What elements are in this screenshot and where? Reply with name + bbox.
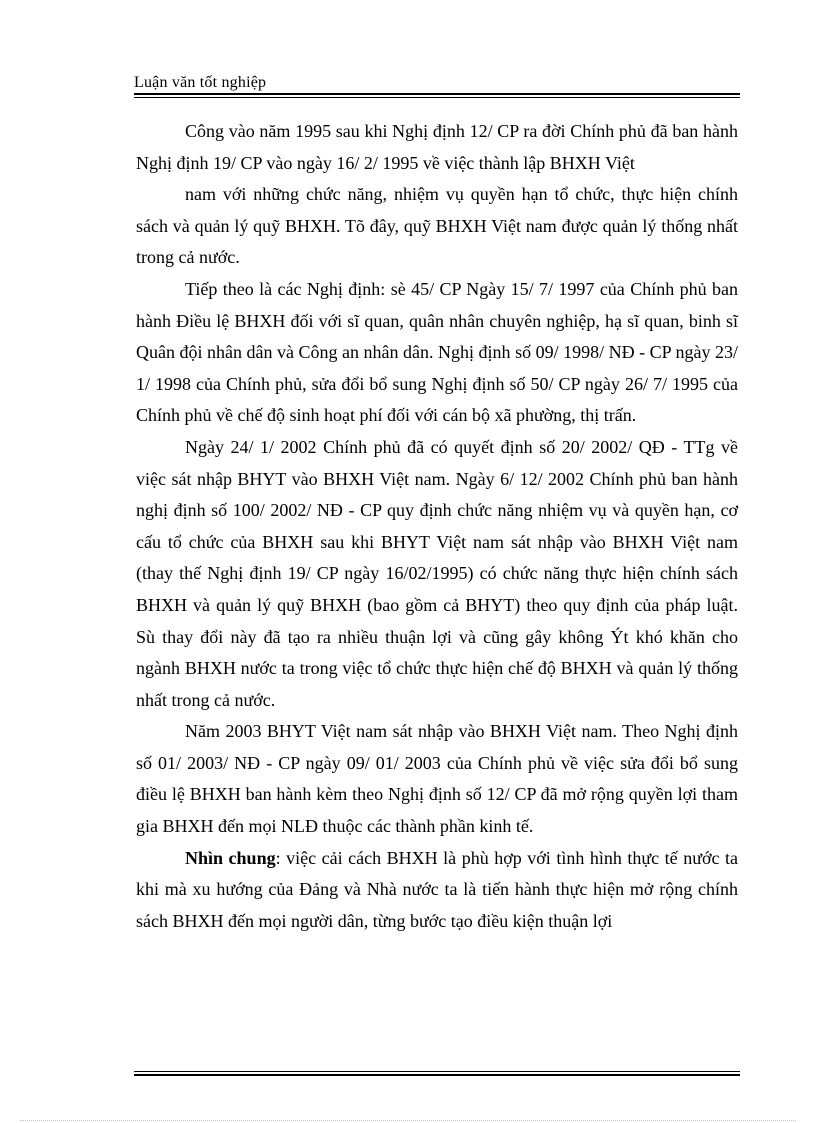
paragraph-1b: nam với những chức năng, nhiệm vụ quyền hạn tổ chức, thực hiện chính sách và quản lý quỹ BHXH. Tõ đây, quỹ BHXH Việt nam được quản lý thống nhất trong cả nước. [136, 184, 738, 268]
page-edge-dots [20, 1120, 796, 1121]
paragraph-2: Tiếp theo là các Nghị định: sè 45/ CP Ngày 15/ 7/ 1997 của Chính phủ ban hành Điều lệ BHXH đối với sĩ quan, quân nhân chuyên nghiệp, hạ sĩ quan, binh sĩ Quân đội nhân dân và Công an nhân dân. Nghị định số 09/ 1998/ NĐ - CP ngày 23/ 1/ 1998 của Chính phủ, sửa đổi bổ sung Nghị định số 50/ CP ngày 26/ 7/ 1995 của Chính phủ về chế độ sinh hoạt phí đối với cán bộ xã phường, thị trấn. [136, 278, 738, 426]
paragraph-4: Năm 2003 BHYT Việt nam sát nhập vào BHXH Việt nam. Theo Nghị định số 01/ 2003/ NĐ - CP ngày 09/ 01/ 2003 của Chính phủ về việc sửa đổi bổ sung điều lệ BHXH ban hành kèm theo Nghị định số 12/ CP đã mở rộng quyền lợi tham gia BHXH đến mọi NLĐ thuộc các thành phần kinh tế. [136, 721, 738, 837]
paragraph-3: Ngày 24/ 1/ 2002 Chính phủ đã có quyết định số 20/ 2002/ QĐ - TTg về việc sát nhập BHYT vào BHXH Việt nam. Ngày 6/ 12/ 2002 Chính phủ ban hành nghị định số 100/ 2002/ NĐ - CP quy định chức năng nhiệm vụ và quyền hạn, cơ cấu tổ chức của BHXH sau khi BHYT Việt nam sát nhập vào BHXH Việt nam (thay thế Nghị định 19/ CP ngày 16/02/1995) có chức năng thực hiện chính sách BHXH và quản lý quỹ BHXH (bao gồm cả BHYT) theo quy định của pháp luật. Sù thay đổi này đã tạo ra nhiều thuận lợi và cũng gây không Ýt khó khăn cho ngành BHXH nước ta trong việc tổ chức thực hiện chế độ BHXH và quản lý thống nhất trong cả nước. [136, 436, 738, 710]
header-rule [134, 93, 740, 95]
footer-rule-thin [134, 1071, 740, 1072]
header-rule-thin [134, 97, 740, 98]
body-text [136, 116, 738, 937]
paragraph-5 [136, 843, 738, 938]
footer-rule [134, 1074, 740, 1076]
header-title: Luận văn tốt nghiệp [134, 74, 267, 91]
paragraph-5-lead: Nhìn chung [185, 847, 276, 868]
paragraph-5-rest: : việc cải cách BHXH là phù hợp với tình hình thực tế nước ta khi mà xu hướng của Đảng và Nhà nước ta là tiến hành thực hiện mở rộng chính sách BHXH đến mọi người dân, từng bước tạo điều kiện thuận lợi [136, 847, 738, 931]
paragraph-1a: Công vào năm 1995 sau khi Nghị định 12/ CP ra đời Chính phủ đã ban hành Nghị định 19/ CP vào ngày 16/ 2/ 1995 về việc thành lập BHXH Việt [136, 121, 738, 173]
